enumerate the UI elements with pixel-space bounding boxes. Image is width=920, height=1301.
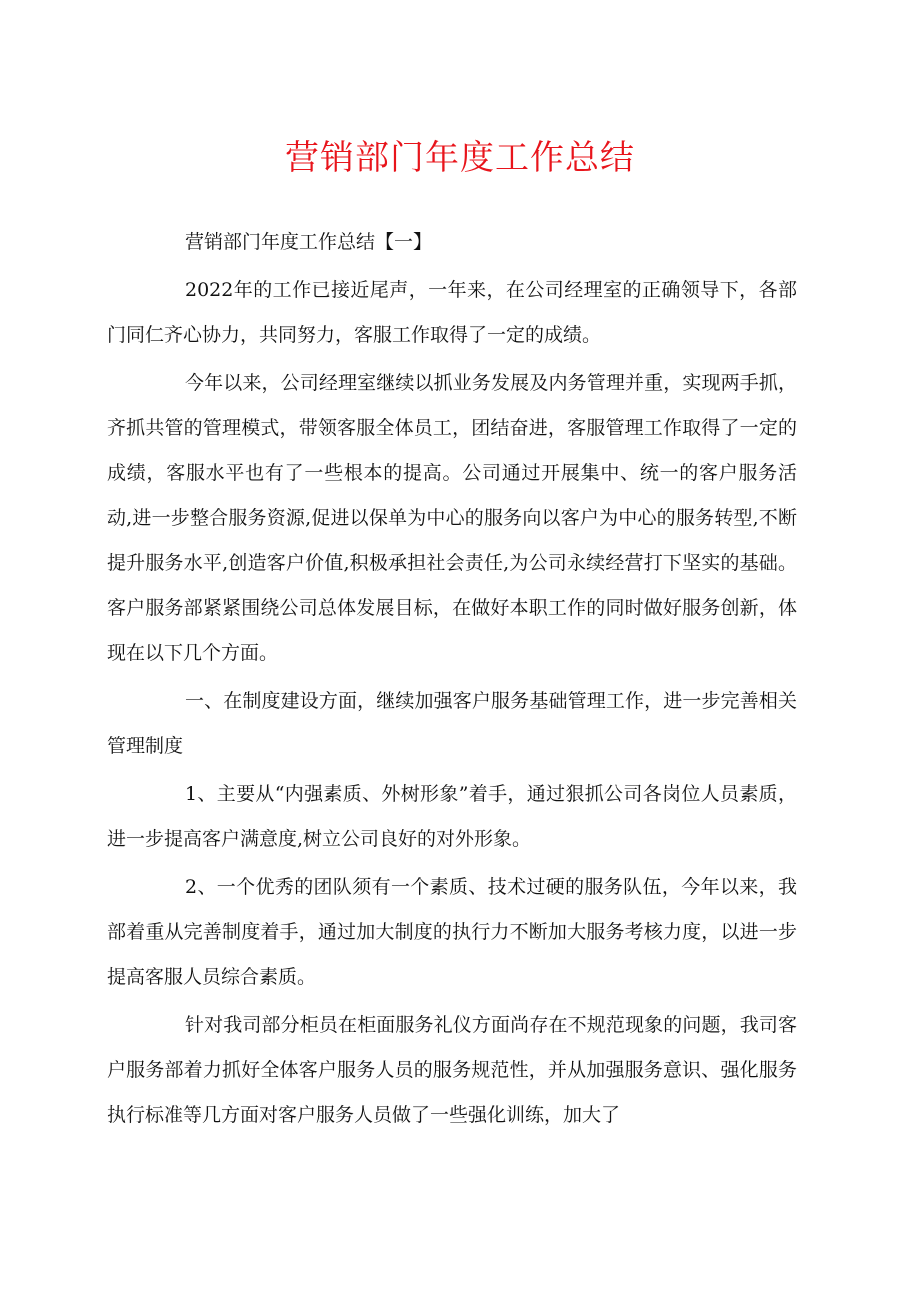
paragraph: 1、主要从“内强素质、外树形象”着手，通过狠抓公司各岗位人员素质，进一步提高客户满意度,树立公司良好的对外形象。 <box>107 783 797 850</box>
document-body <box>107 220 797 1141</box>
document-title: 营销部门年度工作总结 <box>285 138 635 178</box>
paragraph: 2、一个优秀的团队须有一个素质、技术过硬的服务队伍，今年以来，我部着重从完善制度着手，通过加大制度的执行力不断加大服务考核力度，以进一步提高客服人员综合素质。 <box>107 876 797 988</box>
subheading: 一、在制度建设方面，继续加强客户服务基础管理工作，进一步完善相关管理制度 <box>107 690 797 757</box>
paragraph: 针对我司部分柜员在柜面服务礼仪方面尚存在不规范现象的问题，我司客户服务部着力抓好全体客户服务人员的服务规范性，并从加强服务意识、强化服务执行标准等几方面对客户服务人员做了一些强化训练，加大了 <box>107 1014 797 1126</box>
paragraph: 2022年的工作已接近尾声，一年来，在公司经理室的正确领导下，各部门同仁齐心协力，共同努力，客服工作取得了一定的成绩。 <box>107 279 797 346</box>
paragraph: 今年以来，公司经理室继续以抓业务发展及内务管理并重，实现两手抓，齐抓共管的管理模式，带领客服全体员工，团结奋进，客服管理工作取得了一定的成绩，客服水平也有了一些根本的提高。公司通过开展集中、统一的客户服务活动,进一步整合服务资源,促进以保单为中心的服务向以客户为中心的服务转型,不断提升服务水平,创造客户价值,积极承担社会责任,为公司永续经营打下坚实的基础。客户服务部紧紧围绕公司总体发展目标，在做好本职工作的同时做好服务创新，体现在以下几个方面。 <box>107 372 797 664</box>
section-heading: 营销部门年度工作总结【一】 <box>185 231 433 253</box>
